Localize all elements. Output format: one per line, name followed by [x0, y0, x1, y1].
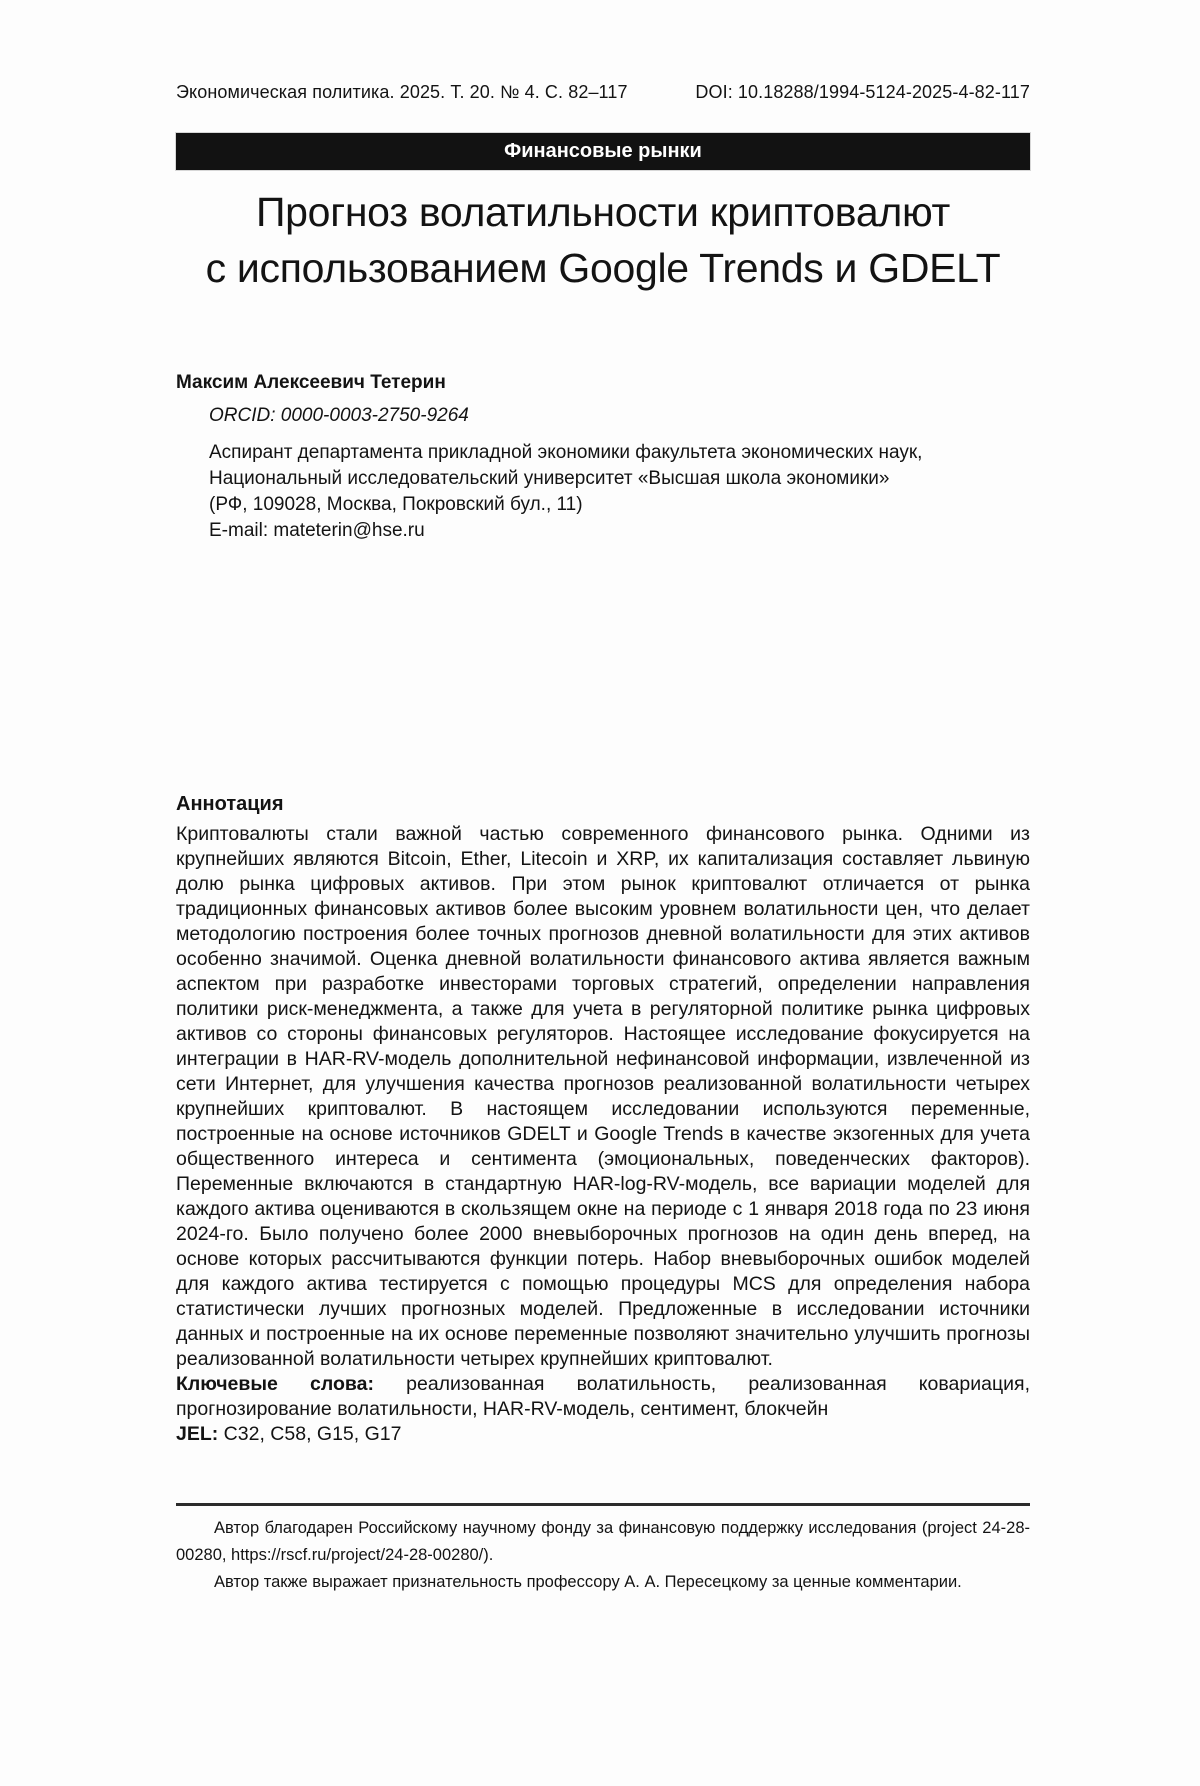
journal-reference: Экономическая политика. 2025. Т. 20. № 4. С. 82–117: [176, 82, 628, 102]
abstract-heading: Аннотация: [176, 793, 284, 815]
article-title-line-1: Прогноз волатильности криптовалют: [256, 189, 950, 235]
author-address: (РФ, 109028, Москва, Покровский бул., 11): [209, 494, 583, 515]
abstract-section: [176, 792, 1030, 1447]
affiliation-line-2: Национальный исследовательский университет «Высшая школа экономики»: [209, 468, 890, 489]
article-title: [176, 184, 1030, 296]
keywords-label: Ключевые слова:: [176, 1373, 374, 1395]
author-affiliation: [209, 440, 1030, 544]
author-details: [209, 405, 1030, 544]
author-name: Максим Алексеевич Тетерин: [176, 372, 446, 393]
section-banner: Финансовые рынки: [176, 133, 1030, 170]
jel-line: [176, 1422, 1030, 1447]
author-block: [176, 372, 1030, 544]
doi-text: DOI: 10.18288/1994-5124-2025-4-82-117: [695, 82, 1030, 102]
running-head: [176, 82, 1030, 103]
acknowledgement-funding: Автор благодарен Российскому научному фонду за финансовую поддержку исследования (project 24-28-00280, https://rscf.ru/project/24-28-00280/).: [176, 1519, 1030, 1564]
jel-label: JEL:: [176, 1423, 219, 1445]
keywords-text: реализованная волатильность, реализованная ковариация, прогнозирование волатильности, HAR-RV-модель, сентимент, блокчейн: [176, 1373, 1030, 1420]
author-email: E-mail: mateterin@hse.ru: [209, 520, 425, 541]
affiliation-line-1: Аспирант департамента прикладной экономики факультета экономических наук,: [209, 442, 923, 463]
author-orcid: ORCID: 0000-0003-2750-9264: [209, 405, 469, 426]
article-title-line-2: с использованием Google Trends и GDELT: [205, 245, 1001, 291]
acknowledgement-comments: Автор также выражает признательность профессору А. А. Пересецкому за ценные комментарии.: [214, 1573, 962, 1591]
jel-codes: C32, C58, G15, G17: [218, 1423, 402, 1445]
abstract-text: Криптовалюты стали важной частью современного финансового рынка. Одними из крупнейших являются Bitcoin, Ether, Litecoin и XRP, их капитализация составляет львиную долю рынка цифровых активов. При этом рынок криптовалют отличается от рынка традиционных финансовых активов более высоким уровнем волатильности цен, что делает методологию построения более точных прогнозов дневной волатильности для этих активов особенно значимой. Оценка дневной волатильности финансового актива является важным аспектом при разработке инвесторами торговых стратегий, определении направления политики риск-менеджмента, а также для учета в регуляторной политике рынка цифровых активов со стороны финансовых регуляторов. Настоящее исследование фокусируется на интеграции в HAR-RV-модель дополнительной нефинансовой информации, извлеченной из сети Интернет, для улучшения качества прогнозов реализованной волатильности четырех крупнейших криптовалют. В настоящем исследовании используются переменные, построенные на основе источников GDELT и Google Trends в качестве экзогенных для учета общественного интереса и сентимента (эмоциональных, поведенческих факторов). Переменные включаются в стандартную HAR-log-RV-модель, все вариации моделей для каждого актива оцениваются в скользящем окне на периоде с 1 января 2018 года по 23 июня 2024-го. Было получено более 2000 вневыборочных прогнозов на один день вперед, на основе которых рассчитываются функции потерь. Набор вневыборочных ошибок моделей для каждого актива тестируется с помощью процедуры MCS для определения набора статистически лучших прогнозных моделей. Предложенные в исследовании источники данных и построенные на их основе переменные позволяют значительно улучшить прогнозы реализованной волатильности четырех крупнейших криптовалют.: [176, 823, 1030, 1370]
keywords-line: [176, 1372, 1030, 1422]
footnote-section: [176, 1503, 1030, 1596]
